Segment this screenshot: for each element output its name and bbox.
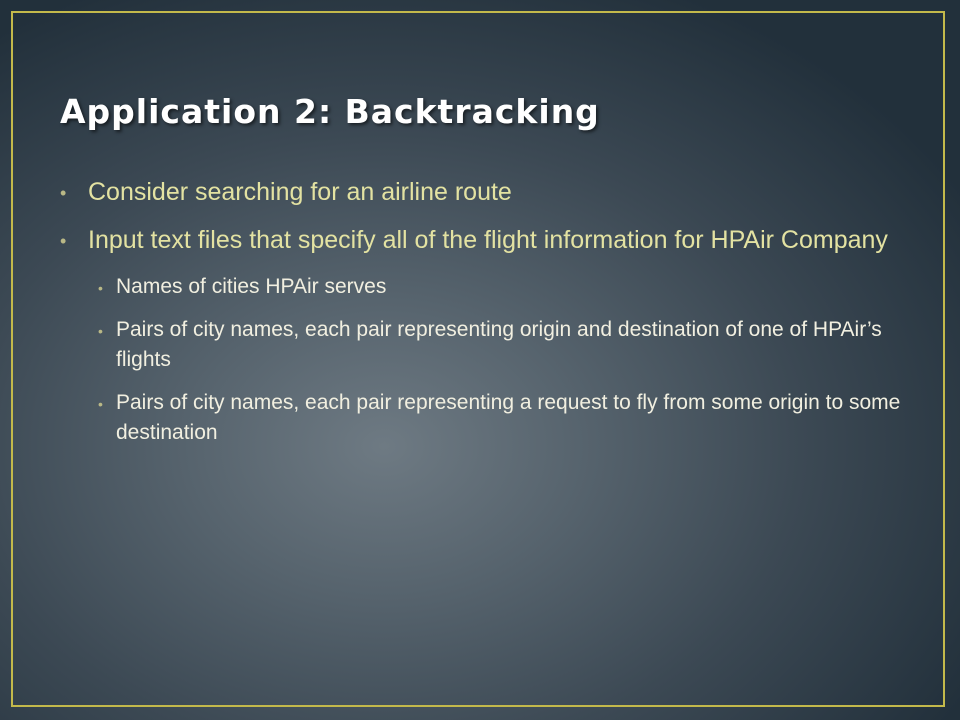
bullet-icon: • <box>60 183 67 203</box>
bullet-text: Input text files that specify all of the flight information for HPAir Company <box>88 226 888 254</box>
bullet-item <box>58 176 908 209</box>
bullet-item <box>58 224 908 257</box>
bullet-icon: • <box>60 231 67 251</box>
bullet-list <box>58 176 908 461</box>
sub-bullet-text: Pairs of city names, each pair representing origin and destination of one of HPAir’s flights <box>116 318 882 371</box>
sub-bullet-text: Names of cities HPAir serves <box>116 275 387 298</box>
sub-bullet-icon: • <box>98 323 103 339</box>
sub-bullet-icon: • <box>98 280 103 296</box>
sub-bullet-item <box>96 388 908 448</box>
bullet-text: Consider searching for an airline route <box>88 178 512 206</box>
sub-bullet-item <box>96 272 908 302</box>
sub-bullet-item <box>96 315 908 375</box>
sub-bullet-text: Pairs of city names, each pair representing a request to fly from some origin to some destination <box>116 391 901 444</box>
slide-title: Application 2: Backtracking <box>60 92 600 131</box>
sub-bullet-icon: • <box>98 396 103 412</box>
